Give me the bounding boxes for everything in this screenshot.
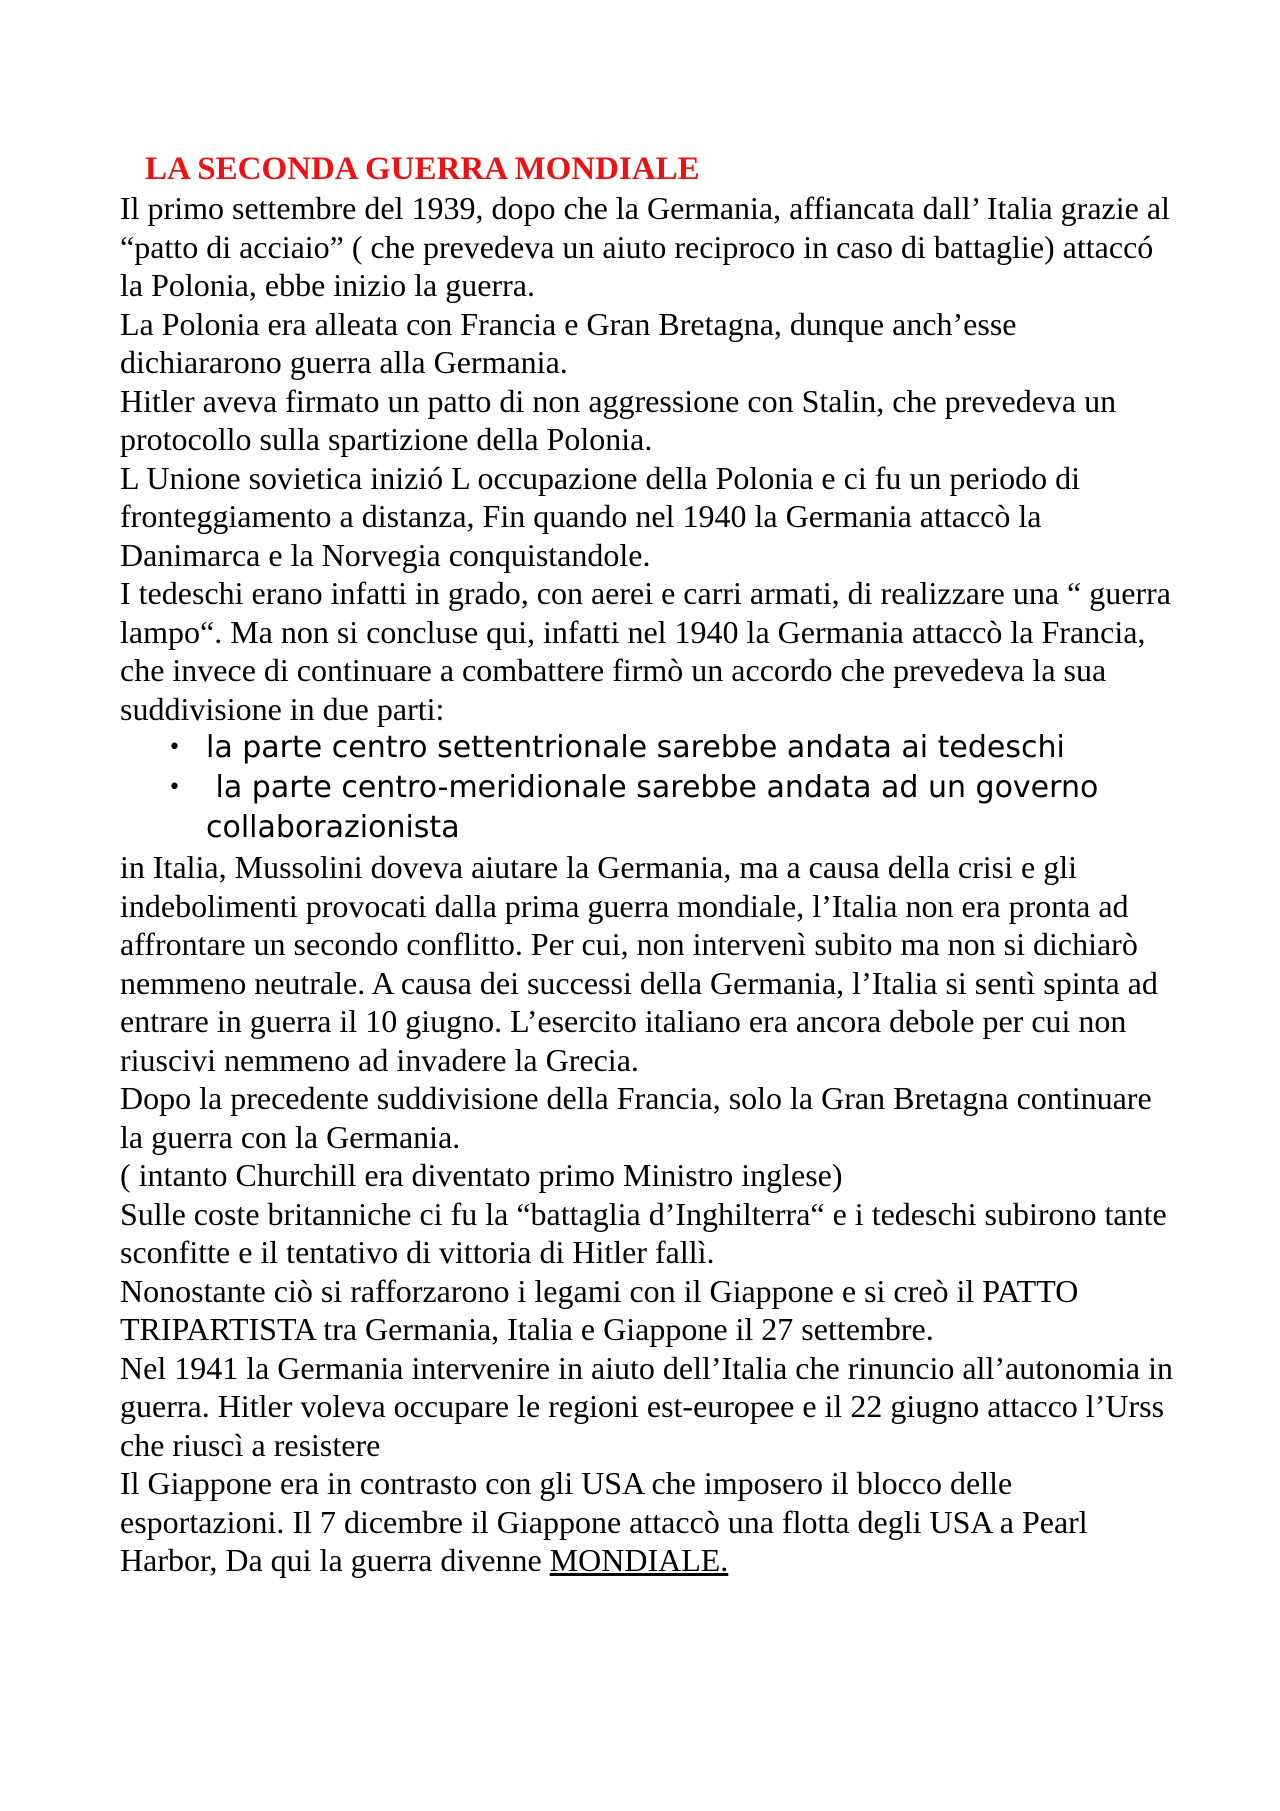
paragraph: ( intanto Churchill era diventato primo Ministro inglese) [120,1157,843,1193]
bullet-list-item [168,768,1180,848]
bullet-text: la parte centro settentrionale sarebbe andata ai tedeschi [206,730,1065,765]
bullet-list-item [168,728,1180,768]
paragraph: Il primo settembre del 1939, dopo che la Germania, affiancata dall’ Italia grazie al “patto di acciaio” ( che prevedeva un aiuto reciproco in caso di battaglie) attaccó la Polonia, ebbe inizio la guerra. [120,190,1170,303]
paragraph: in Italia, Mussolini doveva aiutare la Germania, ma a causa della crisi e gli indebolimenti provocati dalla prima guerra mondiale, l’Italia non era pronta ad affrontare un secondo conflitto. Per cui, non intervenì subito ma non si dichiarò nemmeno neutrale. A causa dei successi della Germania, l’Italia si sentì spinta ad entrare in guerra il 10 giugno. L’esercito italiano era ancora debole per cui non riuscivi nemmeno ad invadere la Grecia. [120,849,1158,1078]
document-page [120,150,1180,1580]
bullet-list [120,728,1180,848]
paragraph: Hitler aveva firmato un patto di non aggressione con Stalin, che prevedeva un protocollo sulla spartizione della Polonia. [120,382,1117,457]
bullet-icon: • [168,775,181,800]
document-title: LA SECONDA GUERRA MONDIALE [145,151,700,187]
paragraph: I tedeschi erano infatti in grado, con aerei e carri armati, di realizzare una “ guerra lampo“. Ma non si concluse qui, infatti nel 1940 la Germania attaccò la Francia, che invece di continuare a combattere firmò un accordo che prevedeva la sua suddivisione in due parti: [120,575,1171,727]
underlined-word: MONDIALE. [549,1542,729,1578]
final-paragraph-text: Il Giappone era in contrasto con gli USA che imposero il blocco delle esportazioni. Il 7 dicembre il Giappone attaccò una flotta degli USA a Pearl Harbor, Da qui la guerra divenne [120,1465,1088,1578]
bullet-icon: • [168,735,181,760]
bullet-text: la parte centro-meridionale sarebbe andata ad un governo collaborazionista [206,770,1108,845]
paragraph: Nonostante ciò si rafforzarono i legami con il Giappone e si creò il PATTO TRIPARTISTA tra Germania, Italia e Giappone il 27 settembre. [120,1272,1079,1347]
paragraph: La Polonia era alleata con Francia e Gran Bretagna, dunque anch’esse dichiararono guerra alla Germania. [120,305,1017,380]
final-paragraph [120,1464,1180,1580]
paragraph: Nel 1941 la Germania intervenire in aiuto dell’Italia che rinuncio all’autonomia in guerra. Hitler voleva occupare le regioni est-europee e il 22 giugno attacco l’Urss che riuscì a resistere [120,1349,1173,1463]
paragraph: Dopo la precedente suddivisione della Francia, solo la Gran Bretagna continuare la guerra con la Germania. [120,1080,1152,1155]
paragraph: Sulle coste britanniche ci fu la “battaglia d’Inghilterra“ e i tedeschi subirono tante sconfitte e il tentativo di vittoria di Hitler fallì. [120,1195,1167,1270]
paragraph: L Unione sovietica inizió L occupazione della Polonia e ci fu un periodo di fronteggiamento a distanza, Fin quando nel 1940 la Germania attaccò la Danimarca e la Norvegia conquistandole. [120,459,1080,573]
